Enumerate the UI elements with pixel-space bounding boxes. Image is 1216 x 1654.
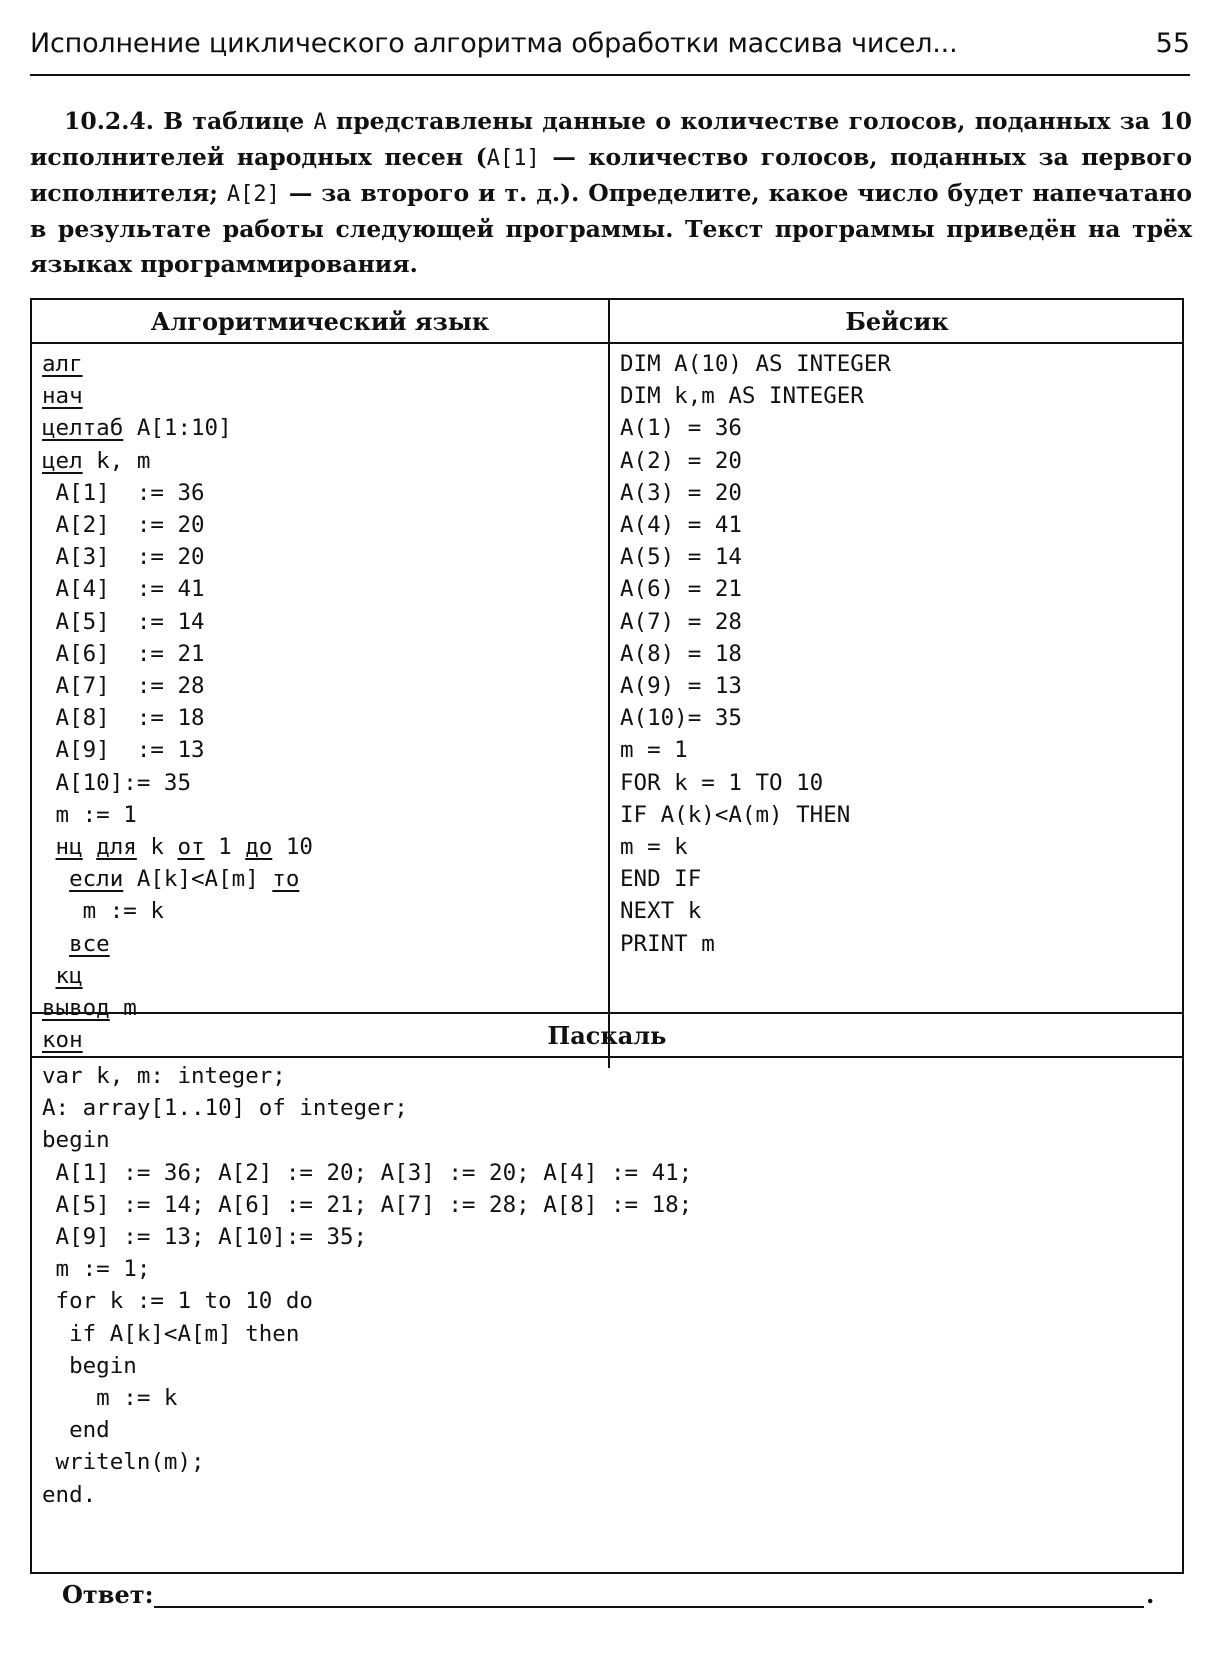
- pascal-code-line: m := 1;: [42, 1256, 151, 1283]
- pascal-code-line: if A[k]<A[m] then: [42, 1320, 300, 1347]
- basic-code-line: IF A(k)<A(m) THEN: [620, 801, 851, 828]
- algo-column-header: Алгоритмический язык: [150, 307, 490, 336]
- basic-code-line: A(2) = 20: [620, 447, 742, 474]
- program-table: [30, 298, 1184, 1574]
- task-code-a2: A[2]: [226, 182, 280, 207]
- basic-code-line: DIM A(10) AS INTEGER: [620, 351, 891, 377]
- algo-keyword-ot: от: [177, 834, 205, 861]
- algo-code-line: A[9] := 13: [42, 737, 205, 764]
- algo-keyword-celtab: целтаб: [42, 415, 124, 442]
- algo-keyword-do: до: [245, 834, 273, 861]
- algo-code-text: A[1:10]: [123, 415, 232, 442]
- algo-code-line: A[7] := 28: [42, 673, 205, 700]
- task-text: [30, 104, 1192, 282]
- task-code-array: A: [313, 110, 327, 135]
- basic-code-line: m = k: [620, 834, 688, 861]
- pascal-code-line: begin: [42, 1352, 137, 1379]
- algo-code-text: k: [136, 834, 178, 861]
- pascal-code-line: A[1] := 36; A[2] := 20; A[3] := 20; A[4] := 41;: [42, 1159, 693, 1186]
- basic-code-block: [620, 348, 891, 960]
- basic-code-line: A(1) = 36: [620, 415, 742, 442]
- task-number: 10.2.4.: [64, 107, 154, 135]
- algo-code-line: A[10]:= 35: [42, 769, 192, 796]
- basic-column-header: Бейсик: [845, 307, 949, 336]
- algo-code-line: A[8] := 18: [42, 705, 205, 732]
- page-number: 55: [1155, 28, 1190, 59]
- pascal-code-line: end: [42, 1417, 110, 1444]
- pascal-code-block: [42, 1060, 692, 1511]
- basic-code-line: A(6) = 21: [620, 576, 742, 603]
- basic-code-line: A(8) = 18: [620, 640, 742, 667]
- pascal-code-line: begin: [42, 1127, 110, 1154]
- algo-keyword-kon: кон: [42, 1027, 83, 1054]
- algo-keyword-dlya: для: [96, 834, 137, 861]
- basic-code-line: END IF: [620, 866, 702, 893]
- basic-code-line: A(4) = 41: [620, 512, 742, 539]
- task-text-part: — за второго и т. д.). Определите, какое число будет напечатано в результате работы следующей программы. Текст программы приведён на трёх языках программирования.: [30, 179, 1192, 278]
- algo-keyword-nc: нц: [55, 834, 83, 861]
- algo-keyword-cel: цел: [42, 447, 83, 474]
- basic-code-line: m = 1: [620, 737, 688, 764]
- basic-code-line: A(3) = 20: [620, 479, 742, 506]
- algo-keyword-vyvod: вывод: [42, 995, 110, 1022]
- pascal-code-line: A[9] := 13; A[10]:= 35;: [42, 1224, 368, 1251]
- algo-keyword-to: то: [272, 866, 300, 893]
- column-divider: [608, 300, 610, 1068]
- basic-code-line: PRINT m: [620, 930, 715, 957]
- algo-code-block: [42, 348, 313, 1056]
- pascal-code-line: m := k: [42, 1385, 178, 1412]
- algo-code-line: A[2] := 20: [42, 512, 205, 539]
- algo-code-text: k, m: [82, 447, 151, 474]
- task-text-part: В таблице: [153, 107, 314, 135]
- basic-code-line: DIM k,m AS INTEGER: [620, 383, 864, 410]
- algo-code-line: A[1] := 36: [42, 479, 205, 506]
- algo-code-text: A[k]<A[m]: [123, 866, 273, 893]
- basic-code-line: A(10)= 35: [620, 705, 742, 732]
- pascal-code-line: A[5] := 14; A[6] := 21; A[7] := 28; A[8] := 18;: [42, 1191, 693, 1218]
- algo-code-line: A[4] := 41: [42, 576, 205, 603]
- pascal-code-line: writeln(m);: [42, 1449, 205, 1476]
- task-code-a1: A[1]: [486, 146, 540, 171]
- algo-code-line: A[6] := 21: [42, 640, 205, 667]
- header-title: Исполнение циклического алгоритма обработки массива чисел...: [30, 28, 958, 59]
- algo-keyword-alg: алг: [42, 351, 83, 377]
- pascal-code-line: var k, m: integer;: [42, 1063, 286, 1089]
- page-header: [30, 28, 1190, 76]
- pascal-section-header: Паскаль: [547, 1021, 667, 1050]
- algo-code-line: A[3] := 20: [42, 544, 205, 571]
- algo-code-text: 1: [204, 834, 246, 861]
- answer-label: Ответ:: [62, 1580, 154, 1609]
- algo-code-line: m := k: [42, 898, 164, 925]
- algo-keyword-nach: нач: [42, 383, 83, 410]
- answer-input-line[interactable]: [154, 1606, 1144, 1608]
- basic-code-line: A(9) = 13: [620, 673, 742, 700]
- basic-code-line: NEXT k: [620, 898, 702, 925]
- basic-code-line: A(5) = 14: [620, 544, 742, 571]
- algo-keyword-kc: кц: [55, 962, 83, 989]
- task-text-part: представлены данные о количестве голосов, поданных за 10 исполнителей народных песен (: [30, 107, 1192, 171]
- algo-keyword-esli: если: [69, 866, 124, 893]
- algo-code-text: m: [109, 995, 137, 1022]
- pascal-code-line: A: array[1..10] of integer;: [42, 1095, 408, 1122]
- algo-code-text: 10: [272, 834, 313, 861]
- pascal-code-line: end.: [42, 1481, 97, 1508]
- basic-code-line: A(7) = 28: [620, 608, 742, 635]
- pascal-code-line: for k := 1 to 10 do: [42, 1288, 313, 1315]
- algo-code-line: m := 1: [42, 801, 137, 828]
- algo-code-line: A[5] := 14: [42, 608, 205, 635]
- algo-keyword-vse: все: [69, 930, 110, 957]
- basic-code-line: FOR k = 1 TO 10: [620, 769, 824, 796]
- task-text-part: — количество голосов, поданных за первого исполнителя;: [30, 143, 1192, 207]
- answer-end-mark: .: [1146, 1580, 1155, 1609]
